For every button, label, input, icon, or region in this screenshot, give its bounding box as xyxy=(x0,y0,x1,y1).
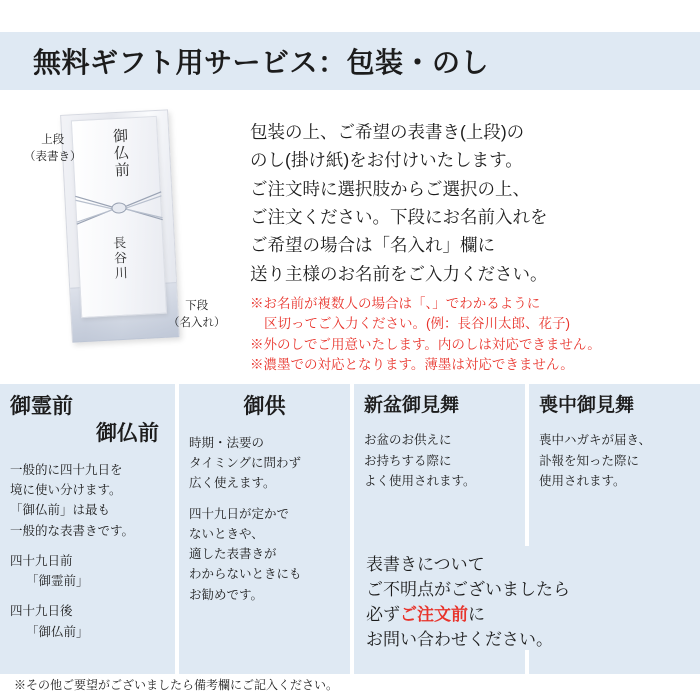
gift-photo xyxy=(18,108,248,370)
card-title-line1: 御供 xyxy=(243,395,286,418)
card-text xyxy=(539,430,690,491)
card-text-line: 適した表書きが xyxy=(188,547,277,562)
card-text-line: 訃報を知った際に xyxy=(538,453,639,468)
card-text-line: 時期・法要の xyxy=(188,435,264,450)
intro-line: ご希望の場合は「名入れ」欄に xyxy=(250,235,495,256)
intro-note: ※外のしでご用意いたします。内のしは対応できません。 xyxy=(250,336,601,352)
card-text xyxy=(10,551,165,592)
callout-suffix: に xyxy=(468,605,485,625)
card-osonae xyxy=(179,384,350,674)
card-text xyxy=(189,504,340,605)
card-text-line: お勧めです。 xyxy=(188,587,263,602)
label-upper-line2: （表書き） xyxy=(24,150,82,163)
card-text-line: 境に使い分けます。 xyxy=(10,483,122,497)
page-title: 無料ギフト用サービス：包装・のし xyxy=(33,47,490,78)
card-body xyxy=(10,460,165,642)
card-text-line: 四十九日後 xyxy=(10,604,73,619)
intro-text-block xyxy=(250,118,690,375)
card-text-line: 四十九日が定かで xyxy=(188,506,289,521)
card-body xyxy=(189,433,340,605)
card-title-line1: 新盆御見舞 xyxy=(363,395,459,416)
footer-note: ※その他ご要望がございましたら備考欄にご記入ください。 xyxy=(14,678,339,692)
card-text-line: わからないときにも xyxy=(188,567,302,582)
card-text-line: 一般的に四十九日を xyxy=(10,462,123,477)
intro-line: 送り主様のお名前をご入力ください。 xyxy=(250,263,548,284)
label-lower-line1: 下段 xyxy=(185,300,209,312)
card-text-line: 「御仏前」は最も xyxy=(10,503,111,518)
card-text xyxy=(189,433,340,494)
callout-line: 表書きについて xyxy=(366,555,485,574)
intro-note: 区切ってご入力ください。(例：長谷川太郎、花子) xyxy=(264,316,570,332)
callout-line-highlight xyxy=(366,602,692,627)
intro-line: 包装の上、ご希望の表書き(上段)の xyxy=(250,122,525,142)
card-body xyxy=(364,430,515,491)
card-text xyxy=(364,430,515,491)
card-text-line: 「御霊前」 xyxy=(26,574,89,588)
intro-line: のし(掛け紙)をお付けいたします。 xyxy=(250,150,523,171)
card-text-line: お盆のお供えに xyxy=(363,433,452,448)
card-text-line: タイミングに問わず xyxy=(188,456,301,471)
card-title-line1: 喪中御見舞 xyxy=(538,395,634,416)
noshi-lower-text: 長谷川 xyxy=(110,235,129,282)
intro-line: ご注文ください。下段にお名前入れを xyxy=(250,207,548,228)
intro-line: ご注文時に選択肢からご選択の上、 xyxy=(250,178,530,199)
mizuhiki-knot-icon xyxy=(73,186,165,231)
card-title-line1: 御霊前 xyxy=(10,395,73,418)
card-text-line: 喪中ハガキが届き、 xyxy=(538,433,651,448)
callout-highlight: ご注文前 xyxy=(400,605,468,625)
intro-section xyxy=(0,100,700,380)
label-lower-line2: （名入れ） xyxy=(168,316,226,329)
label-upper xyxy=(24,132,82,165)
card-text-line: ないときや、 xyxy=(188,526,264,541)
intro-note: ※お名前が複数人の場合は「、」でわかるように xyxy=(250,296,541,312)
card-text xyxy=(10,601,165,642)
card-text xyxy=(10,460,165,541)
callout-prefix: 必ず xyxy=(366,605,400,625)
card-text-line: お持ちする際に xyxy=(363,453,452,468)
card-text-line: 使用されます。 xyxy=(538,473,626,488)
header-banner xyxy=(0,32,700,90)
callout-line: お問い合わせください。 xyxy=(366,630,553,650)
label-upper-line1: 上段 xyxy=(41,134,65,146)
callout-line: ご不明点がございましたら xyxy=(366,580,570,600)
card-text-line: 四十九日前 xyxy=(10,553,73,568)
card-text-line: 広く使えます。 xyxy=(188,476,276,491)
contact-callout xyxy=(356,546,700,650)
noshi-upper-text: 御仏前 xyxy=(110,127,130,180)
intro-note: ※濃墨での対応となります。薄墨は対応できません。 xyxy=(250,356,574,372)
card-title-line2: 御仏前 xyxy=(95,421,159,445)
card-goreizen-gobutsuzen xyxy=(0,384,175,674)
label-lower xyxy=(168,298,226,331)
card-text-line: 「御仏前」 xyxy=(26,624,89,639)
card-body xyxy=(539,430,690,491)
intro-notes xyxy=(250,294,690,375)
card-text-line: よく使用されます。 xyxy=(363,473,476,488)
card-text-line: 一般的な表書きです。 xyxy=(10,523,135,538)
